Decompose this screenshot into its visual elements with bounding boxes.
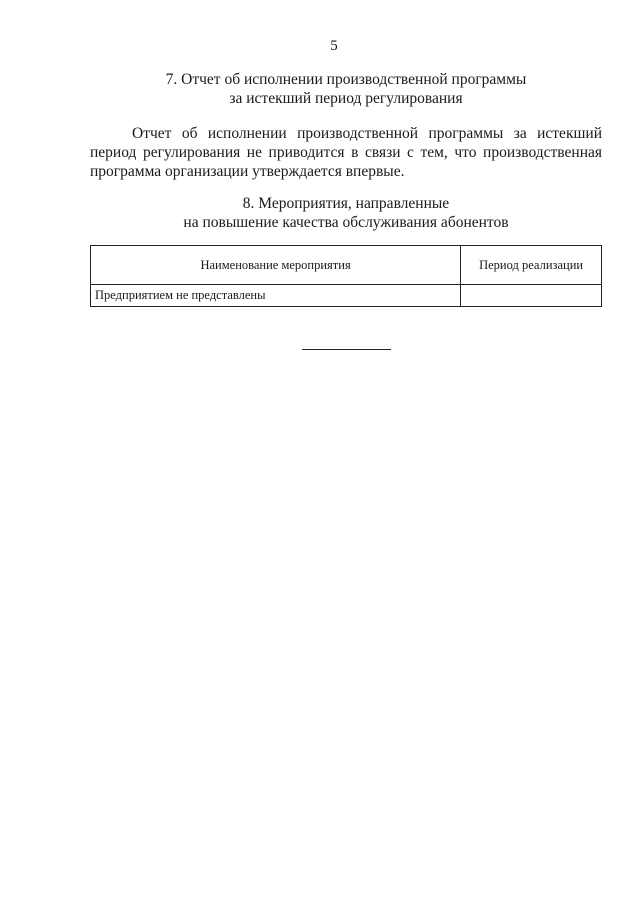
page-number: 5 [330,38,338,54]
section-8-heading-line-2: на повышение качества обслуживания абонентов [183,214,509,231]
section-8-heading [90,194,602,232]
section-7-heading-line-1: 7. Отчет об исполнении производственной программы [165,71,527,88]
table-cell-period [461,285,602,307]
end-separator-line [302,349,391,350]
measures-table [90,245,602,307]
column-header-measure-name: Наименование мероприятия [91,246,461,285]
section-7-heading [90,70,602,108]
table-row [91,285,602,307]
section-7-paragraph: Отчет об исполнении производственной программы за истекший период регулирования не приводится в связи с тем, что производственная программа организации утверждается впервые. [90,125,602,180]
table-header-row [91,246,602,285]
section-7-heading-line-2: за истекший период регулирования [229,90,463,107]
section-8-heading-line-1: 8. Мероприятия, направленные [242,195,450,212]
column-header-period: Период реализации [461,246,602,285]
table-cell-measure-name: Предприятием не представлены [91,285,461,307]
